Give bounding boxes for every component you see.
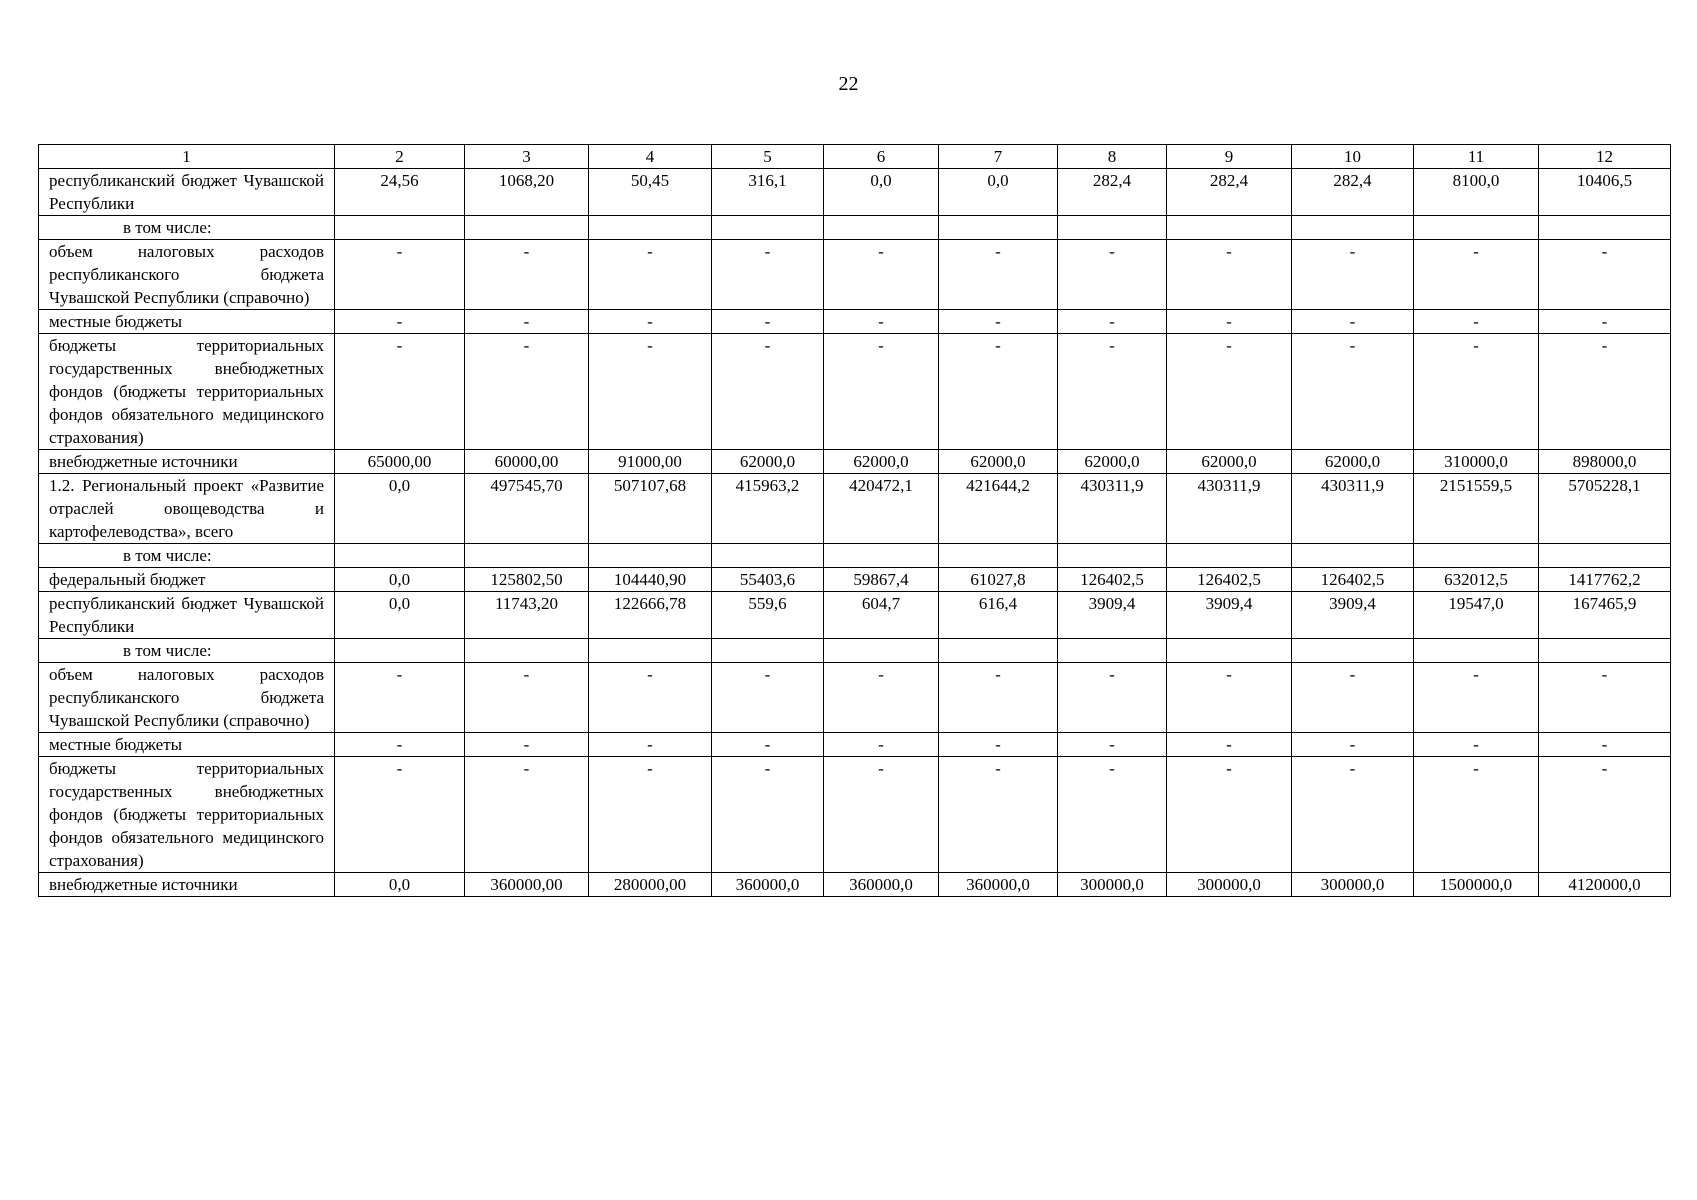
- table-cell: 360000,0: [939, 873, 1058, 897]
- table-cell: [1414, 216, 1539, 240]
- table-cell: [1058, 544, 1167, 568]
- table-cell: -: [1292, 733, 1414, 757]
- table-cell: -: [1167, 663, 1292, 733]
- header-row: [39, 145, 1671, 169]
- column-header: 8: [1058, 145, 1167, 169]
- table-cell: 300000,0: [1292, 873, 1414, 897]
- table-cell: -: [1058, 310, 1167, 334]
- table-cell: [1167, 216, 1292, 240]
- table-cell: 632012,5: [1414, 568, 1539, 592]
- table-cell: -: [1414, 310, 1539, 334]
- table-header: [39, 145, 1671, 169]
- table-cell: 280000,00: [589, 873, 712, 897]
- table-cell: -: [1292, 757, 1414, 873]
- table-cell: -: [1414, 334, 1539, 450]
- column-header: 4: [589, 145, 712, 169]
- table-cell: 300000,0: [1167, 873, 1292, 897]
- table-row: [39, 873, 1671, 897]
- table-cell: 420472,1: [824, 474, 939, 544]
- table-cell: 62000,0: [712, 450, 824, 474]
- table-cell: -: [1058, 334, 1167, 450]
- table-cell: [1539, 544, 1671, 568]
- table-cell: 310000,0: [1414, 450, 1539, 474]
- table-cell: -: [1539, 733, 1671, 757]
- table-cell: -: [712, 334, 824, 450]
- table-cell: -: [712, 757, 824, 873]
- table-cell: -: [465, 310, 589, 334]
- table-cell: 430311,9: [1292, 474, 1414, 544]
- table-cell: 360000,0: [824, 873, 939, 897]
- table-cell: [1414, 544, 1539, 568]
- table-row: [39, 240, 1671, 310]
- table-cell: [589, 639, 712, 663]
- table-cell: 62000,0: [1292, 450, 1414, 474]
- row-label: в том числе:: [39, 216, 335, 240]
- table-cell: 0,0: [335, 873, 465, 897]
- row-label: местные бюджеты: [39, 310, 335, 334]
- table-cell: -: [1167, 757, 1292, 873]
- table-cell: -: [589, 334, 712, 450]
- table-cell: 4120000,0: [1539, 873, 1671, 897]
- table-cell: [1058, 216, 1167, 240]
- table-row: [39, 639, 1671, 663]
- table-cell: 1068,20: [465, 169, 589, 216]
- table-cell: -: [824, 733, 939, 757]
- table-cell: 8100,0: [1414, 169, 1539, 216]
- table-cell: 360000,00: [465, 873, 589, 897]
- table-cell: 3909,4: [1167, 592, 1292, 639]
- table-cell: -: [1414, 733, 1539, 757]
- table-cell: [589, 216, 712, 240]
- table-cell: -: [1058, 240, 1167, 310]
- row-label: внебюджетные источники: [39, 450, 335, 474]
- table-cell: 126402,5: [1058, 568, 1167, 592]
- table-row: [39, 169, 1671, 216]
- table-cell: 3909,4: [1058, 592, 1167, 639]
- column-header: 1: [39, 145, 335, 169]
- table-cell: -: [1167, 733, 1292, 757]
- table-cell: [1539, 216, 1671, 240]
- table-cell: -: [1292, 334, 1414, 450]
- table-cell: -: [939, 240, 1058, 310]
- table-cell: -: [939, 757, 1058, 873]
- table-cell: [824, 216, 939, 240]
- table-cell: 1417762,2: [1539, 568, 1671, 592]
- table-cell: 1500000,0: [1414, 873, 1539, 897]
- table-cell: [1292, 639, 1414, 663]
- table-cell: 62000,0: [824, 450, 939, 474]
- table-cell: 60000,00: [465, 450, 589, 474]
- column-header: 7: [939, 145, 1058, 169]
- table-cell: [465, 544, 589, 568]
- table-cell: 122666,78: [589, 592, 712, 639]
- table-cell: -: [335, 310, 465, 334]
- table-cell: -: [1414, 240, 1539, 310]
- table-cell: 415963,2: [712, 474, 824, 544]
- row-label: внебюджетные источники: [39, 873, 335, 897]
- table-cell: [335, 216, 465, 240]
- table-cell: [824, 639, 939, 663]
- table-cell: -: [1167, 240, 1292, 310]
- table-cell: -: [939, 310, 1058, 334]
- column-header: 9: [1167, 145, 1292, 169]
- table-cell: 0,0: [335, 568, 465, 592]
- row-label: местные бюджеты: [39, 733, 335, 757]
- table-cell: 0,0: [824, 169, 939, 216]
- table-cell: 430311,9: [1167, 474, 1292, 544]
- table-cell: [1058, 639, 1167, 663]
- table-cell: -: [1414, 757, 1539, 873]
- table-cell: 126402,5: [1292, 568, 1414, 592]
- table-cell: 559,6: [712, 592, 824, 639]
- row-label: федеральный бюджет: [39, 568, 335, 592]
- table-row: [39, 310, 1671, 334]
- table-cell: 898000,0: [1539, 450, 1671, 474]
- table-row: [39, 757, 1671, 873]
- table-cell: 24,56: [335, 169, 465, 216]
- table-row: [39, 334, 1671, 450]
- table-cell: -: [589, 733, 712, 757]
- table-cell: -: [335, 663, 465, 733]
- table-cell: -: [1539, 240, 1671, 310]
- table-cell: -: [335, 334, 465, 450]
- table-cell: -: [465, 240, 589, 310]
- table-row: [39, 733, 1671, 757]
- table-cell: -: [939, 663, 1058, 733]
- table-cell: 125802,50: [465, 568, 589, 592]
- column-header: 10: [1292, 145, 1414, 169]
- table-cell: -: [465, 663, 589, 733]
- table-cell: 604,7: [824, 592, 939, 639]
- table-body: [39, 169, 1671, 897]
- table-cell: -: [589, 310, 712, 334]
- table-cell: [712, 216, 824, 240]
- table-cell: 126402,5: [1167, 568, 1292, 592]
- table-row: [39, 450, 1671, 474]
- table-cell: [465, 639, 589, 663]
- table-cell: 19547,0: [1414, 592, 1539, 639]
- table-cell: 300000,0: [1058, 873, 1167, 897]
- table-cell: -: [712, 310, 824, 334]
- column-header: 11: [1414, 145, 1539, 169]
- table-cell: -: [712, 240, 824, 310]
- table-row: [39, 568, 1671, 592]
- table-cell: [335, 544, 465, 568]
- column-header: 5: [712, 145, 824, 169]
- table-cell: -: [824, 757, 939, 873]
- table-cell: [1167, 544, 1292, 568]
- table-cell: 5705228,1: [1539, 474, 1671, 544]
- table-cell: 616,4: [939, 592, 1058, 639]
- table-cell: 421644,2: [939, 474, 1058, 544]
- table-row: [39, 592, 1671, 639]
- table-row: [39, 663, 1671, 733]
- table-cell: [939, 216, 1058, 240]
- table-cell: -: [335, 757, 465, 873]
- table-cell: [939, 544, 1058, 568]
- table-cell: 282,4: [1167, 169, 1292, 216]
- table-row: [39, 474, 1671, 544]
- table-cell: -: [589, 757, 712, 873]
- row-label: в том числе:: [39, 639, 335, 663]
- table-cell: -: [1167, 310, 1292, 334]
- table-cell: [712, 639, 824, 663]
- table-cell: [1292, 544, 1414, 568]
- table-cell: 430311,9: [1058, 474, 1167, 544]
- table-cell: 0,0: [335, 592, 465, 639]
- row-label: объем налоговых расходов республиканского бюджета Чувашской Республики (справочно): [39, 240, 335, 310]
- table-cell: -: [1539, 757, 1671, 873]
- table-cell: [1414, 639, 1539, 663]
- table-cell: -: [824, 334, 939, 450]
- table-cell: 55403,6: [712, 568, 824, 592]
- table-cell: 316,1: [712, 169, 824, 216]
- row-label: республиканский бюджет Чувашской Республики: [39, 169, 335, 216]
- table-cell: [939, 639, 1058, 663]
- page-number: 22: [838, 73, 859, 95]
- table-cell: -: [939, 334, 1058, 450]
- table-cell: 2151559,5: [1414, 474, 1539, 544]
- table-cell: [1292, 216, 1414, 240]
- table-cell: -: [712, 733, 824, 757]
- row-label: республиканский бюджет Чувашской Республики: [39, 592, 335, 639]
- table-row: [39, 544, 1671, 568]
- table-cell: [589, 544, 712, 568]
- column-header: 3: [465, 145, 589, 169]
- table-cell: 59867,4: [824, 568, 939, 592]
- table-cell: -: [335, 240, 465, 310]
- table-cell: [335, 639, 465, 663]
- table-cell: -: [1058, 757, 1167, 873]
- table-cell: -: [589, 240, 712, 310]
- row-label: объем налоговых расходов республиканского бюджета Чувашской Республики (справочно): [39, 663, 335, 733]
- row-label: бюджеты территориальных государственных внебюджетных фондов (бюджеты территориальных фондов обязательного медицинского страхования): [39, 334, 335, 450]
- table-cell: -: [465, 733, 589, 757]
- table-cell: 0,0: [939, 169, 1058, 216]
- table-cell: 10406,5: [1539, 169, 1671, 216]
- table-cell: -: [589, 663, 712, 733]
- table-cell: -: [939, 733, 1058, 757]
- table-cell: 360000,0: [712, 873, 824, 897]
- table-cell: -: [1539, 334, 1671, 450]
- table-cell: [712, 544, 824, 568]
- table-cell: 0,0: [335, 474, 465, 544]
- table-cell: 65000,00: [335, 450, 465, 474]
- table-cell: -: [1167, 334, 1292, 450]
- table-cell: -: [712, 663, 824, 733]
- table-cell: -: [824, 663, 939, 733]
- table-cell: -: [1539, 310, 1671, 334]
- table-cell: 11743,20: [465, 592, 589, 639]
- row-label: в том числе:: [39, 544, 335, 568]
- table-cell: -: [1058, 663, 1167, 733]
- table-cell: 282,4: [1058, 169, 1167, 216]
- table-cell: -: [465, 757, 589, 873]
- table-cell: [465, 216, 589, 240]
- row-label: бюджеты территориальных государственных внебюджетных фондов (бюджеты территориальных фондов обязательного медицинского страхования): [39, 757, 335, 873]
- table-cell: -: [1292, 663, 1414, 733]
- table-cell: -: [465, 334, 589, 450]
- table-cell: 61027,8: [939, 568, 1058, 592]
- table-cell: 3909,4: [1292, 592, 1414, 639]
- table-cell: -: [335, 733, 465, 757]
- table-cell: 507107,68: [589, 474, 712, 544]
- row-label: 1.2. Региональный проект «Развитие отраслей овощеводства и картофелеводства», всего: [39, 474, 335, 544]
- table-cell: -: [824, 240, 939, 310]
- table-cell: [1167, 639, 1292, 663]
- table-cell: -: [1058, 733, 1167, 757]
- table-cell: -: [1292, 310, 1414, 334]
- table-cell: [1539, 639, 1671, 663]
- column-header: 12: [1539, 145, 1671, 169]
- table-cell: 50,45: [589, 169, 712, 216]
- table-cell: -: [1292, 240, 1414, 310]
- table-cell: 91000,00: [589, 450, 712, 474]
- table-cell: 62000,0: [1058, 450, 1167, 474]
- table-row: [39, 216, 1671, 240]
- table-cell: -: [824, 310, 939, 334]
- table-cell: 282,4: [1292, 169, 1414, 216]
- table-cell: 167465,9: [1539, 592, 1671, 639]
- table-cell: 62000,0: [1167, 450, 1292, 474]
- table-cell: [824, 544, 939, 568]
- table-cell: -: [1539, 663, 1671, 733]
- table-cell: 62000,0: [939, 450, 1058, 474]
- table-cell: 104440,90: [589, 568, 712, 592]
- table-cell: -: [1414, 663, 1539, 733]
- column-header: 6: [824, 145, 939, 169]
- column-header: 2: [335, 145, 465, 169]
- budget-table: [38, 144, 1671, 897]
- table-cell: 497545,70: [465, 474, 589, 544]
